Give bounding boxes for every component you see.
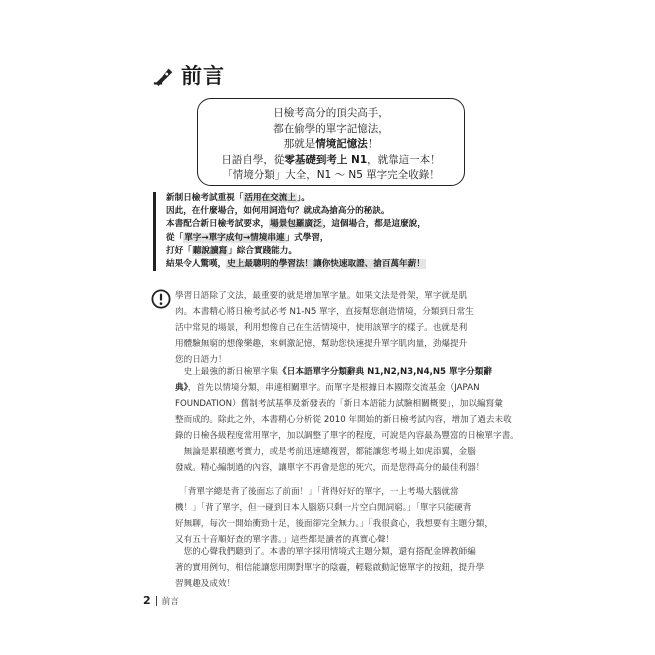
intro-highlight: 活用在交流上 [244,193,296,203]
intro-highlight: 史上最聰明的學習法！讓你快速取證、搶百萬年薪！ [227,259,425,270]
callout-line [198,137,464,153]
body-paragraph-3 [175,444,495,476]
callout-emphasis: 情境記憶法 [315,138,368,151]
paragraph-line: 用體驗無窮的想像樂趣，來刺激記憶，幫助您快速提升單字肌肉量，劲爆提升 [175,339,468,349]
callout-line: 「情境分類」大全，N1 ～ N5 單字完全收錄！ [222,169,440,182]
body-paragraph-5 [175,544,495,592]
footer-divider [156,596,157,606]
page-footer [143,594,179,607]
paragraph-line: 習興趣及成效！ [175,579,236,589]
footer-section-label: 前言 [161,596,179,607]
page-heading [153,60,225,90]
body-paragraph-1 [175,288,495,368]
intro-line [166,232,483,245]
book-title-emphasis: 典》 [175,383,188,393]
paragraph-line: 又有五十音順好查的單字書。」這些都是讀者的真實心聲！ [175,535,395,545]
callout-line [198,153,464,169]
callout-line: 日檢考高分的頂尖高手， [273,107,389,119]
paragraph-line: 好無聊，每次一開始衝勁十足，後面卻完全無力。」「我很貪心，我想要有主題分類， [175,519,493,529]
intro-line [166,218,483,231]
intro-text: 」綜合實踐能力。 [228,245,297,256]
intro-text: 本書配合新日檢考試要求， [166,219,270,230]
headline-callout-box [197,98,465,186]
paragraph-text: 無論是累積應考實力，或是考前迅速總複習，都能讓您考場上如虎添翼，金腦 [183,447,476,457]
paragraph-line: FOUNDATION）舊制考試基準及新發表的「新日本語能力試驗相關概要」，加以編寫彙 [175,399,503,409]
intro-text: 打好「 [166,245,192,256]
callout-text: 那就是 [283,138,316,151]
page-number: 2 [143,594,151,607]
paragraph-line: 您的日語力！ [175,355,227,365]
callout-text: ，就靠這一本！ [367,153,441,166]
paragraph-line [175,484,495,500]
paragraph-text: 「背單字總是背了後面忘了前面！」「背得好好的單字，一上考場大腦就當 [183,487,459,497]
paragraph-line: 著的實用例句，相信能讓您用開對單字的陰霾，輕鬆啟動記憶單字的按鈕，提升學 [175,563,485,573]
page-title: 前言 [181,64,225,88]
paragraph-line [175,544,495,560]
paragraph-line: 學習日語除了文法，最重要的就是增加單字量。如果文法是骨架，單字就是肌 [175,291,468,301]
paragraph-line: 整而成的。除此之外，本書精心分析從 2010 年開始的新日檢考試內容，增加了過去未收 [175,415,512,425]
paragraph-text: ，首先以情境分類，串連相關單字。而單字是根據日本國際交流基金（JAPAN [187,383,480,393]
paragraph-line [175,444,495,460]
paragraph-line: 活中常見的場景，利用想像自己在生活情境中，使用該單字的樣子。也就是利 [175,323,468,333]
intro-text: 」。 [296,193,310,203]
paragraph-line [175,380,495,396]
callout-text: ！ [367,138,379,151]
paragraph-text: 史上最強的新日檢單字集 [183,367,279,377]
intro-text: 從「 [166,232,184,243]
body-paragraph-2 [175,364,519,444]
intro-line: 因此，在什麼場合，如何用詞造句？就成為搶高分的秘訣。 [166,206,390,217]
intro-line [166,258,483,271]
callout-emphasis: 零基礎到考上 N1 [284,153,368,166]
intro-highlight: 單字→單字成句→情境串連 [184,232,285,243]
body-paragraph-4 [175,484,495,548]
intro-line [166,245,483,258]
paragraph-line [175,364,495,380]
intro-highlight: 聽說讀寫 [192,245,228,256]
intro-highlight: 場景包羅廣泛 [270,219,322,230]
paragraph-line: 肉。本書精心將日檢考試必考 N1-N5 單字，直接幫您創造情境，分類到日常生 [175,307,474,317]
book-title-emphasis: 《日本語單字分類辭典 N1,N2,N3,N4,N5 單字分類辭 [278,367,492,377]
intro-line [166,192,483,205]
intro-text: 新制日檢考試重視「 [166,193,244,203]
paragraph-line: 錄的日檢各級程度常用單字，加以調整了單字的程度，可說是內容最為豐富的日檢單字書。 [175,431,519,441]
paragraph-line: 機！」「背了單字，但一碰到日本人腦筋只剩一片空白閒詞窮。」「單字只能硬背 [175,503,472,513]
callout-text: 日語自學，從 [221,153,285,166]
intro-text: 結果令人驚嘆， [166,259,227,270]
fountain-pen-nib-icon [153,64,175,86]
intro-text: ，這個場合，都是這麼說， [322,219,426,230]
intro-text: 」式學習， [285,232,329,243]
intro-quote-block [153,192,483,271]
paragraph-text: 您的心聲我們聽到了。本書的單字採用情境式主題分類，還有搭配金牌教師編 [183,547,476,557]
callout-line: 都在偷學的單字記憶法， [273,122,389,135]
exclamation-circle-icon [151,289,171,309]
paragraph-line: 發威。精心編制過的內容，讓單字不再會是您的死穴，而是您得高分的最佳利器！ [175,463,485,473]
